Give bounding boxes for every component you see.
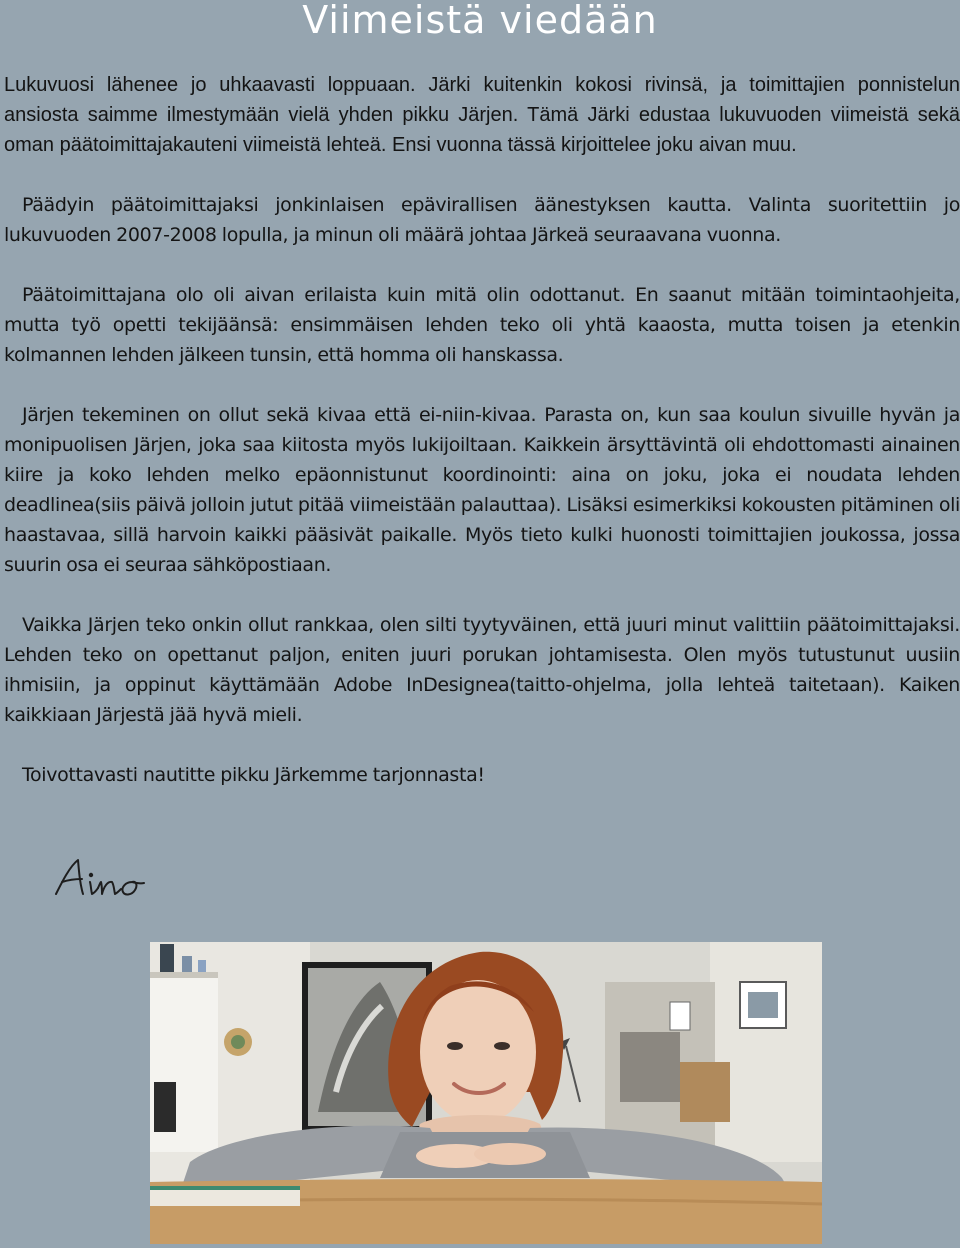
article-paragraph: Toivottavasti nautitte pikku Järkemme tarjonnasta! bbox=[22, 764, 485, 786]
article-title: Viimeistä viedään bbox=[302, 0, 658, 42]
article-paragraph: Järjen tekeminen on ollut sekä kivaa että ei-niin-kivaa. Parasta on, kun saa koulun sivuille hyvän ja monipuolisen Järjen, joka saa kiitosta myös lukijoiltaan. Kaikkein ärsyttävintä oli ehdottomasti ainainen kiire ja koko lehden melko epäonnistunut koordinointi: aina on joku, joka ei noudata lehden deadlinea(siis päivä jolloin jutut pitää viimeistään palauttaa). Lisäksi esimerkiksi kokousten pitäminen oli haastavaa, sillä harvoin kaikki pääsivät paikalle. Myös tieto kulki huonosti toimittajien joukossa, jossa suurin osa ei seuraa sähköpostiaan. bbox=[4, 404, 960, 576]
article-body bbox=[4, 70, 960, 820]
article-paragraph: Lukuvuosi lähenee jo uhkaavasti loppuaan. Järki kuitenkin kokosi rivinsä, ja toimittajien ponnistelun ansiosta saimme ilmestymään vielä yhden pikku Järjen. Tämä Järki edustaa lukuvuoden viimeistä sekä oman päätoimittajakauteni viimeistä lehteä. Ensi vuonna tässä kirjoittelee joku aivan muu. bbox=[4, 74, 960, 156]
article-paragraph: Päätoimittajana olo oli aivan erilaista kuin mitä olin odottanut. En saanut mitään toimintaohjeita, mutta työ opetti tekijäänsä: ensimmäisen lehden teko oli yhtä kaaosta, mutta toisen ja etenkin kolmannen lehden jälkeen tunsin, että homma oli hanskassa. bbox=[4, 284, 960, 366]
handwritten-signature bbox=[52, 850, 162, 910]
portrait-photo-image bbox=[150, 942, 822, 1244]
article-paragraph: Päädyin päätoimittajaksi jonkinlaisen epävirallisen äänestyksen kautta. Valinta suoritettiin jo lukuvuoden 2007-2008 lopulla, ja minun oli määrä johtaa Järkeä seuraavana vuonna. bbox=[4, 194, 960, 246]
article-paragraph: Vaikka Järjen teko onkin ollut rankkaa, olen silti tyytyväinen, että juuri minut valittiin päätoimittajaksi. Lehden teko on opettanut paljon, eniten juuri porukan johtamisesta. Olen myös tutustunut uusiin ihmisiin, ja oppinut käyttämään Adobe InDesignea(taitto-ohjelma, jolla lehteä taitetaan). Kaiken kaikkiaan Järjestä jää hyvä mieli. bbox=[4, 614, 960, 726]
portrait-photo bbox=[150, 942, 822, 1244]
